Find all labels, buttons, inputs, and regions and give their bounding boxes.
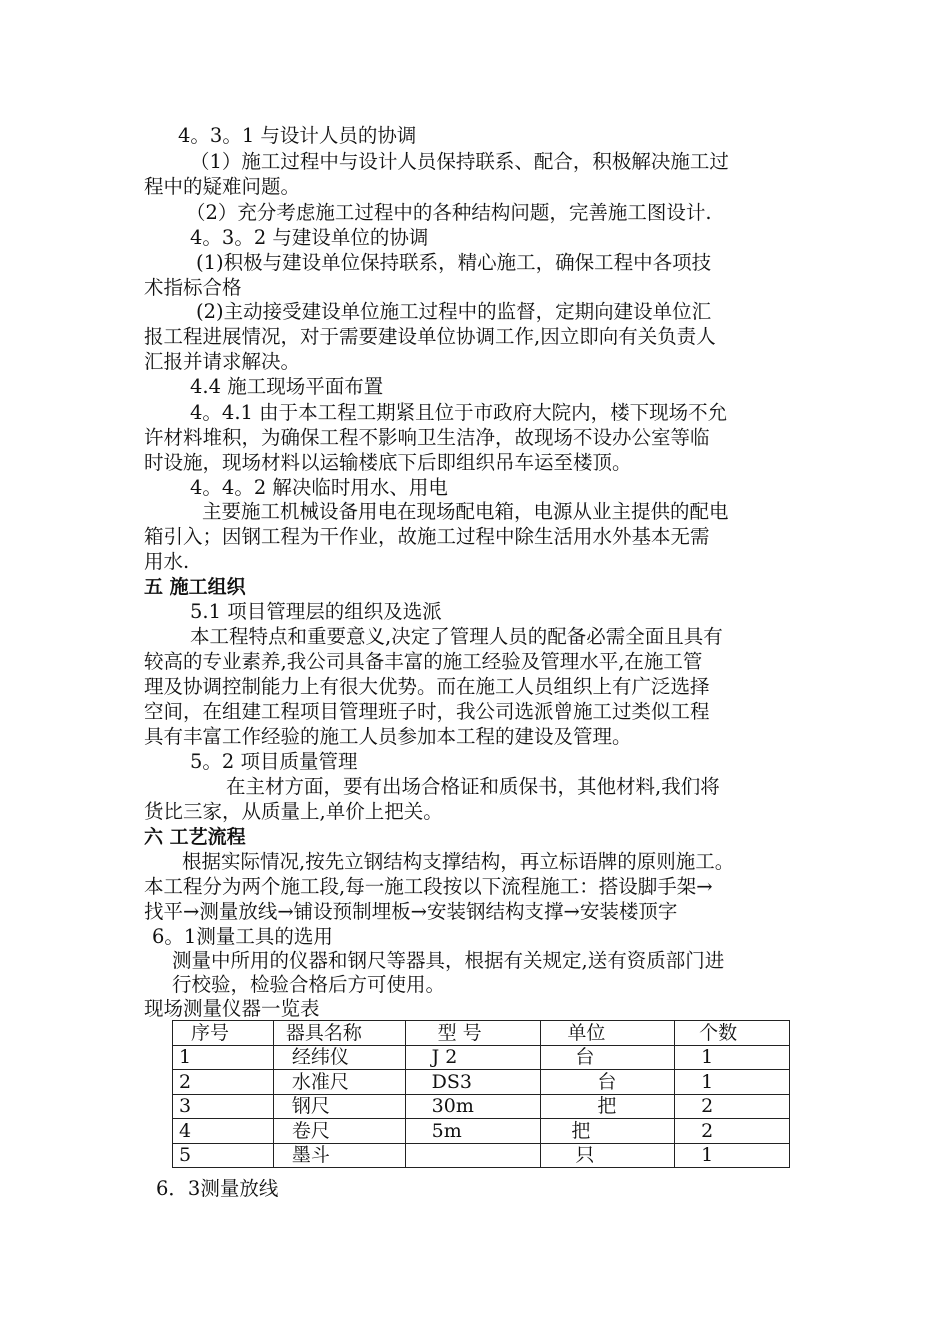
table-cell: 3	[173, 1094, 274, 1119]
subsection-heading: 4。3。2 与建设单位的协调	[190, 226, 429, 249]
paragraph-line: 程中的疑难问题。	[144, 175, 301, 198]
table-cell: 4	[173, 1119, 274, 1144]
table-cell: DS3	[405, 1070, 541, 1095]
table-cell: 台	[541, 1045, 675, 1070]
table-cell: 5	[173, 1143, 274, 1168]
paragraph-line: 测量中所用的仪器和钢尺等器具，根据有关规定,送有资质部门进	[172, 949, 725, 972]
table-cell: 1	[173, 1045, 274, 1070]
table-cell: 只	[541, 1143, 675, 1168]
paragraph-line: 本工程分为两个施工段,每一施工段按以下流程施工：搭设脚手架→	[144, 875, 713, 898]
paragraph-line: 找平→测量放线→铺设预制埋板→安装钢结构支撑→安装楼顶字	[144, 900, 678, 923]
paragraph-line: （1）施工过程中与设计人员保持联系、配合，积极解决施工过	[190, 150, 729, 173]
table-row	[173, 1143, 790, 1168]
table-cell: 墨斗	[273, 1143, 405, 1168]
table-cell: 5m	[405, 1119, 541, 1144]
subsection-heading: 4.4 施工现场平面布置	[190, 375, 384, 398]
subsection-heading: 5。2 项目质量管理	[190, 750, 358, 773]
subsection-heading: 4。4。2 解决临时用水、用电	[190, 476, 448, 499]
table-cell: 台	[541, 1070, 675, 1095]
table-cell: J 2	[405, 1045, 541, 1070]
paragraph-line: 用水.	[144, 550, 190, 573]
table-row	[173, 1070, 790, 1095]
section-heading: 五 施工组织	[144, 576, 246, 598]
paragraph-line: （2）充分考虑施工过程中的各种结构问题，完善施工图设计.	[186, 201, 712, 224]
subsection-heading: 6．3测量放线	[156, 1177, 279, 1200]
section-heading: 六 工艺流程	[144, 826, 246, 848]
table-row	[173, 1094, 790, 1119]
table-cell: 1	[675, 1045, 790, 1070]
table-cell: 1	[675, 1143, 790, 1168]
paragraph-line: 空间，在组建工程项目管理班子时，我公司选派曾施工过类似工程	[144, 700, 710, 723]
paragraph-line: (1)积极与建设单位保持联系，精心施工，确保工程中各项技	[196, 251, 712, 274]
table-cell: 30m	[405, 1094, 541, 1119]
header-cell: 序号	[173, 1021, 274, 1046]
table-cell: 卷尺	[273, 1119, 405, 1144]
table-cell: 钢尺	[273, 1094, 405, 1119]
table-cell: 2	[173, 1070, 274, 1095]
header-cell: 单位	[541, 1021, 675, 1046]
table-cell: 经纬仪	[273, 1045, 405, 1070]
paragraph-line: 术指标合格	[144, 276, 242, 299]
paragraph-line: 主要施工机械设备用电在现场配电箱，电源从业主提供的配电	[202, 500, 729, 523]
paragraph-line: 较高的专业素养,我公司具备丰富的施工经验及管理水平,在施工管	[144, 650, 703, 673]
subsection-heading: 5.1 项目管理层的组织及选派	[190, 600, 442, 623]
paragraph-line: 4。4.1 由于本工程工期紧且位于市政府大院内，楼下现场不允	[190, 401, 728, 424]
paragraph-line: 理及协调控制能力上有很大优势。而在施工人员组织上有广泛选择	[144, 675, 710, 698]
paragraph-line: 报工程进展情况，对于需要建设单位协调工作,因立即向有关负责人	[144, 325, 716, 348]
table-cell: 水准尺	[273, 1070, 405, 1095]
table-cell: 把	[541, 1119, 675, 1144]
header-cell: 型 号	[405, 1021, 541, 1046]
subsection-heading: 4。3。1 与设计人员的协调	[178, 124, 417, 147]
paragraph-line: 时设施，现场材料以运输楼底下后即组织吊车运至楼顶。	[144, 451, 632, 474]
table-row	[173, 1119, 790, 1144]
header-cell: 器具名称	[273, 1021, 405, 1046]
table-row	[173, 1045, 790, 1070]
paragraph-line: 具有丰富工作经验的施工人员参加本工程的建设及管理。	[144, 725, 632, 748]
paragraph-line: 本工程特点和重要意义,决定了管理人员的配备必需全面且具有	[190, 625, 723, 648]
table-cell: 把	[541, 1094, 675, 1119]
paragraph-line: 货比三家，从质量上,单价上把关。	[144, 800, 443, 823]
paragraph-line: 在主材方面，要有出场合格证和质保书，其他材料,我们将	[226, 775, 720, 798]
paragraph-line: 根据实际情况,按先立钢结构支撑结构，再立标语牌的原则施工。	[182, 850, 735, 873]
subsection-heading: 6。1测量工具的选用	[152, 925, 333, 948]
paragraph-line: 汇报并请求解决。	[144, 350, 301, 373]
table-caption: 现场测量仪器一览表	[144, 997, 320, 1020]
instrument-table	[172, 1020, 790, 1168]
table-header-row	[173, 1021, 790, 1046]
paragraph-line: (2)主动接受建设单位施工过程中的监督，定期向建设单位汇	[196, 300, 712, 323]
header-cell: 个数	[675, 1021, 790, 1046]
table-cell: 1	[675, 1070, 790, 1095]
paragraph-line: 行校验，检验合格后方可使用。	[172, 973, 446, 996]
paragraph-line: 许材料堆积，为确保工程不影响卫生洁净，故现场不设办公室等临	[144, 426, 710, 449]
table-cell: 2	[675, 1094, 790, 1119]
table-cell: 2	[675, 1119, 790, 1144]
paragraph-line: 箱引入；因钢工程为干作业，故施工过程中除生活用水外基本无需	[144, 525, 710, 548]
table-cell	[405, 1143, 541, 1168]
